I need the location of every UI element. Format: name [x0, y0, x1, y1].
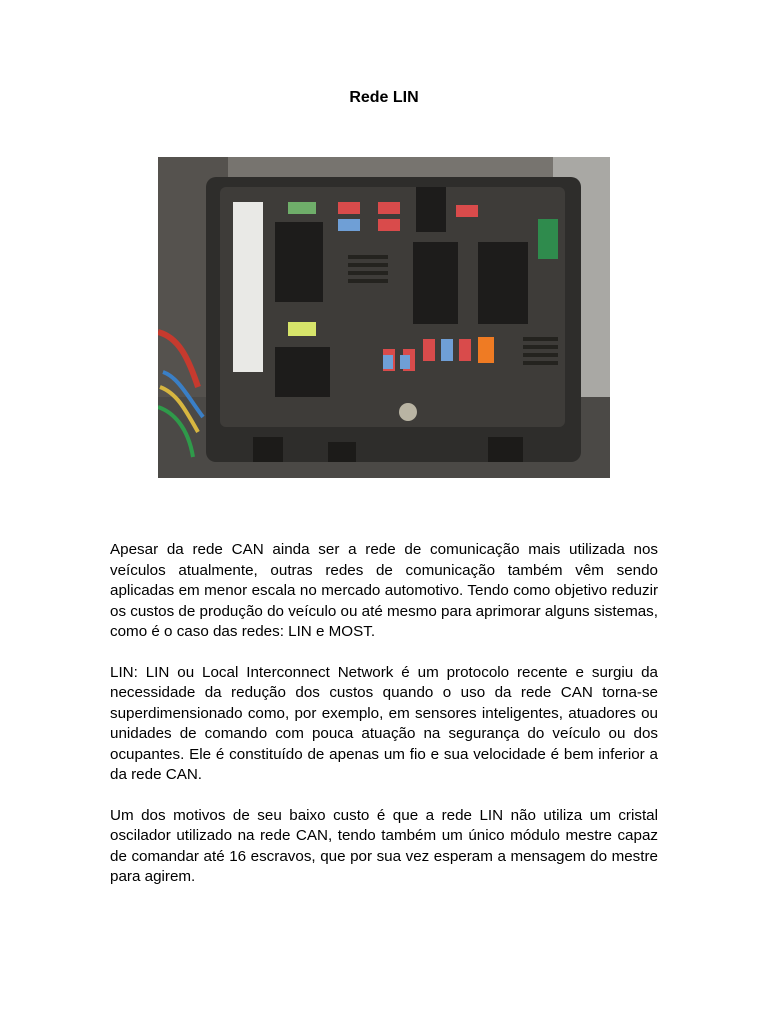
body-text	[110, 540, 658, 908]
paragraph-lin-definition: LIN: LIN ou Local Interconnect Network é um protocolo recente e surgiu da necessidade da redução dos custos quando o uso da rede CAN torna-se superdimensionado como, por exemplo, em sensores inteligentes, atuadores ou unidades de comando com pouca atuação na segurança do veículo ou dos ocupantes. Ele é constituído de apenas um fio e sua velocidade é bem inferior a da rede CAN.	[110, 663, 658, 783]
fuse-box-photo	[158, 157, 610, 478]
paragraph-low-cost: Um dos motivos de seu baixo custo é que a rede LIN não utiliza um cristal oscilador utilizado na rede CAN, tendo também um único módulo mestre capaz de comandar até 16 escravos, que por sua vez esperam a mensagem do mestre para agirem.	[110, 806, 658, 885]
paragraph-intro: Apesar da rede CAN ainda ser a rede de comunicação mais utilizada nos veículos atualmente, outras redes de comunicação também vêm sendo aplicadas em menor escala no mercado automotivo. Tendo como objetivo reduzir os custos de produção do veículo ou até mesmo para aprimorar alguns sistemas, como é o caso das redes: LIN e MOST.	[110, 541, 658, 640]
page-title: Rede LIN	[349, 89, 419, 106]
